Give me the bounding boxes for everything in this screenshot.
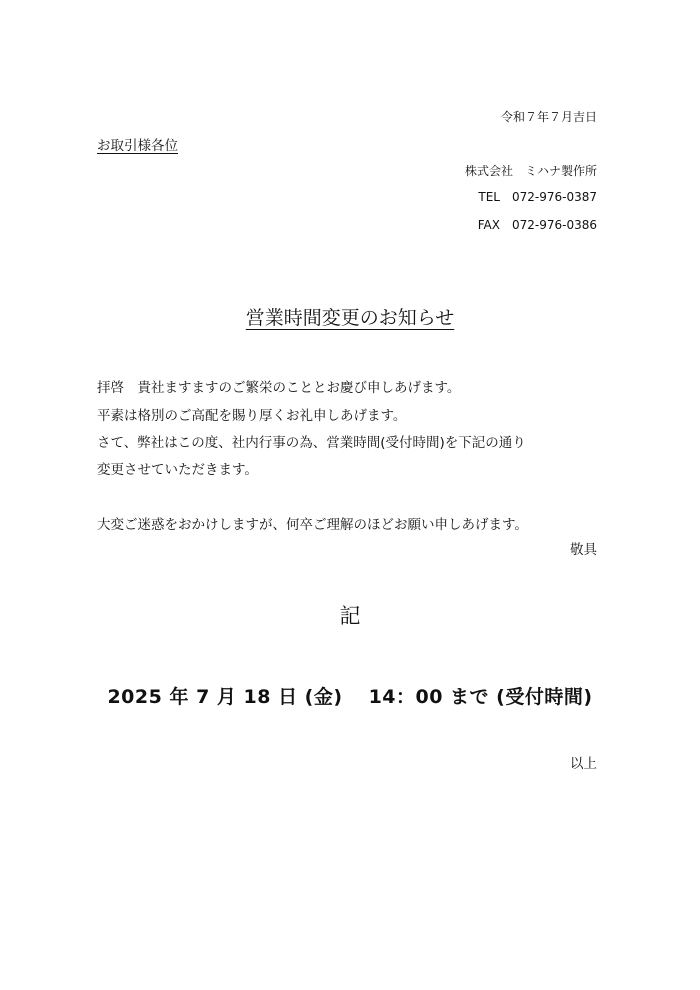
body-line-4: 変更させていただきます。 (97, 462, 258, 478)
body-line-3: さて、弊社はこの度、社内行事の為、営業時間(受付時間)を下記の通り (97, 435, 526, 451)
recipient-heading: お取引様各位 (97, 138, 178, 154)
company-tel: TEL 072-976-0387 (478, 190, 597, 204)
issue-date: 令和７年７月吉日 (500, 110, 597, 124)
company-fax: FAX 072-976-0386 (477, 218, 597, 232)
schedule-time: 14：00 まで (受付時間) (368, 686, 593, 708)
notice-title: 営業時間変更のお知らせ (245, 307, 455, 329)
closing-ijou: 以上 (570, 756, 597, 772)
ki-heading: 記 (339, 604, 361, 628)
body-line-5: 大変ご迷惑をおかけしますが、何卒ご理解のほどお願い申しあげます。 (97, 517, 528, 533)
closing-keigu: 敬具 (570, 542, 597, 558)
schedule-date: 2025 年 7 月 18 日 (金) (107, 686, 343, 708)
schedule-line (0, 682, 700, 709)
body-line-1: 拝啓 貴社ますますのご繁栄のこととお慶び申しあげます。 (97, 380, 461, 396)
company-name: 株式会社 ミハナ製作所 (464, 164, 597, 178)
body-line-2: 平素は格別のご高配を賜り厚くお礼申しあげます。 (97, 408, 407, 424)
